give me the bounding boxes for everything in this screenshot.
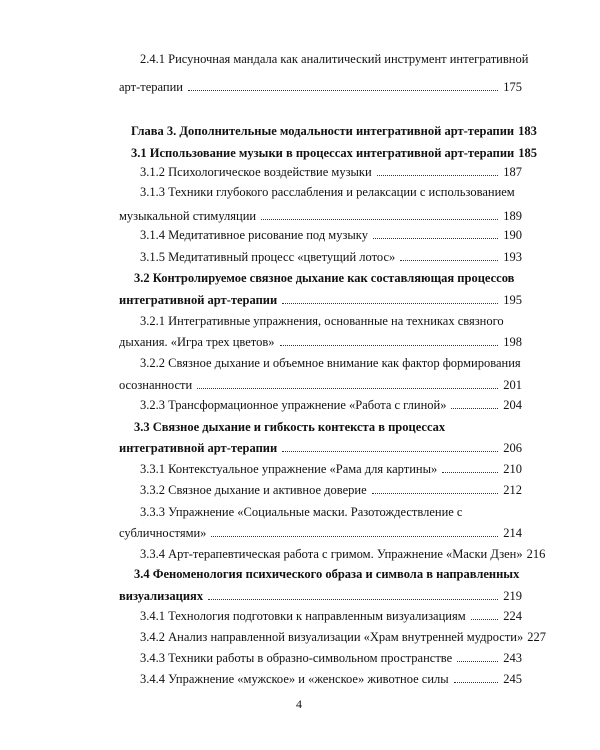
toc-entry-text: дыхания. «Игра трех цветов» [119, 335, 275, 349]
toc-entry-text: 3.1.5 Медитативный процесс «цветущий лотос» [140, 250, 396, 264]
dot-leader [454, 682, 499, 683]
toc-entry-2-4-1-line1: 2.4.1 Рисуночная мандала как аналитический инструмент интегративной [140, 52, 529, 66]
toc-page-number: 198 [503, 335, 522, 349]
toc-page-number: 190 [503, 228, 522, 242]
toc-entry-text: 3.3.4 Арт-терапевтическая работа с гримом. Упражнение «Маски Дзен» [140, 547, 523, 561]
toc-entry-text: визуализациях [119, 589, 204, 603]
dot-leader [282, 451, 498, 452]
toc-entry-3-1-5[interactable] [140, 249, 522, 265]
dot-leader [377, 175, 499, 176]
toc-entry-text: 3.3.2 Связное дыхание и активное доверие [140, 483, 367, 497]
dot-leader [280, 345, 499, 346]
toc-section-3-3-line1: 3.3 Связное дыхание и гибкость контекста в процессах [134, 420, 446, 434]
dot-leader [208, 599, 498, 600]
toc-page-number: 227 [527, 630, 546, 644]
toc-entry-3-4-2[interactable] [140, 629, 546, 645]
toc-section-3-1[interactable] [131, 145, 537, 161]
dot-leader [400, 260, 498, 261]
toc-page-number: 193 [503, 250, 522, 264]
toc-entry-text: 3.3.1 Контекстуальное упражнение «Рама для картины» [140, 462, 438, 476]
toc-entry-2-4-1[interactable] [119, 79, 522, 95]
toc-entry-3-1-2[interactable] [140, 164, 522, 180]
toc-entry-3-3-3[interactable] [119, 525, 522, 541]
toc-page-number: 189 [503, 209, 522, 223]
toc-entry-text: Глава 3. Дополнительные модальности интегративной арт-терапии [131, 124, 515, 138]
toc-page-number: 185 [518, 146, 537, 160]
dot-leader [471, 619, 499, 620]
toc-page-number: 212 [503, 483, 522, 497]
toc-page-number: 210 [503, 462, 522, 476]
toc-entry-text: музыкальной стимуляции [119, 209, 257, 223]
toc-entry-text: 3.4.3 Техники работы в образно-символьном пространстве [140, 651, 453, 665]
toc-entry-3-3-1[interactable] [140, 461, 522, 477]
toc-entry-3-1-4[interactable] [140, 227, 522, 243]
page-number: 4 [296, 697, 302, 711]
dot-leader [282, 303, 498, 304]
toc-page-number: 175 [503, 80, 522, 94]
toc-entry-text: 3.2.3 Трансформационное упражнение «Работа с глиной» [140, 398, 447, 412]
toc-entry-3-1-3[interactable] [119, 208, 522, 224]
toc-entry-text: арт-терапии [119, 80, 183, 94]
toc-page-number: 183 [518, 124, 537, 138]
toc-entry-3-3-2[interactable] [140, 482, 522, 498]
toc-section-3-3[interactable] [119, 440, 522, 456]
toc-entry-3-2-2-line1: 3.2.2 Связное дыхание и объемное внимание как фактор формирования [140, 356, 521, 370]
toc-page-number: 204 [503, 398, 522, 412]
dot-leader [442, 472, 498, 473]
toc-page-number: 224 [503, 609, 522, 623]
dot-leader [373, 238, 498, 239]
toc-entry-3-2-1-line1: 3.2.1 Интегративные упражнения, основанные на техниках связного [140, 314, 504, 328]
toc-entry-text: 3.1.4 Медитативное рисование под музыку [140, 228, 368, 242]
toc-entry-text: осознанности [119, 378, 193, 392]
dot-leader [261, 219, 498, 220]
toc-page-number: 243 [503, 651, 522, 665]
toc-entry-3-2-2[interactable] [119, 377, 522, 393]
toc-entry-text: 3.4.4 Упражнение «мужское» и «женское» животное силы [140, 672, 449, 686]
toc-entry-3-3-3-line1: 3.3.3 Упражнение «Социальные маски. Разотождествление с [140, 505, 463, 519]
toc-page-number: 195 [503, 293, 522, 307]
toc-section-3-2-line1: 3.2 Контролируемое связное дыхание как составляющая процессов [134, 271, 515, 285]
toc-section-3-4-line1: 3.4 Феноменология психического образа и символа в направленных [134, 567, 520, 581]
toc-page-number: 206 [503, 441, 522, 455]
toc-page-number: 214 [503, 526, 522, 540]
toc-entry-text: интегративной арт-терапии [119, 293, 278, 307]
toc-entry-3-4-4[interactable] [140, 671, 522, 687]
dot-leader [211, 536, 498, 537]
toc-entry-3-2-3[interactable] [140, 397, 522, 413]
toc-entry-3-4-3[interactable] [140, 650, 522, 666]
toc-entry-3-2-1[interactable] [119, 334, 522, 350]
toc-section-3-2[interactable] [119, 292, 522, 308]
toc-entry-text: 3.1 Использование музыки в процессах интегративной арт-терапии [131, 146, 515, 160]
toc-section-3-4[interactable] [119, 588, 522, 604]
toc-entry-text: 3.1.2 Психологическое воздействие музыки [140, 165, 372, 179]
dot-leader [457, 661, 498, 662]
toc-chapter-3[interactable] [131, 123, 537, 139]
toc-page-number: 187 [503, 165, 522, 179]
toc-entry-3-1-3-line1: 3.1.3 Техники глубокого расслабления и релаксации с использованием [140, 185, 515, 199]
dot-leader [451, 408, 498, 409]
dot-leader [372, 493, 499, 494]
toc-entry-3-3-4[interactable] [140, 546, 546, 562]
toc-page-number: 216 [526, 547, 546, 561]
toc-entry-3-4-1[interactable] [140, 608, 522, 624]
toc-page-number: 245 [503, 672, 522, 686]
toc-entry-text: 3.4.1 Технология подготовки к направленным визуализациям [140, 609, 466, 623]
toc-page-number: 201 [503, 378, 522, 392]
toc-entry-text: 3.4.2 Анализ направленной визуализации «Храм внутренней мудрости» [140, 630, 524, 644]
toc-page-number: 219 [503, 589, 522, 603]
dot-leader [197, 388, 498, 389]
toc-entry-text: субличностями» [119, 526, 207, 540]
toc-entry-text: интегративной арт-терапии [119, 441, 278, 455]
dot-leader [188, 90, 498, 91]
